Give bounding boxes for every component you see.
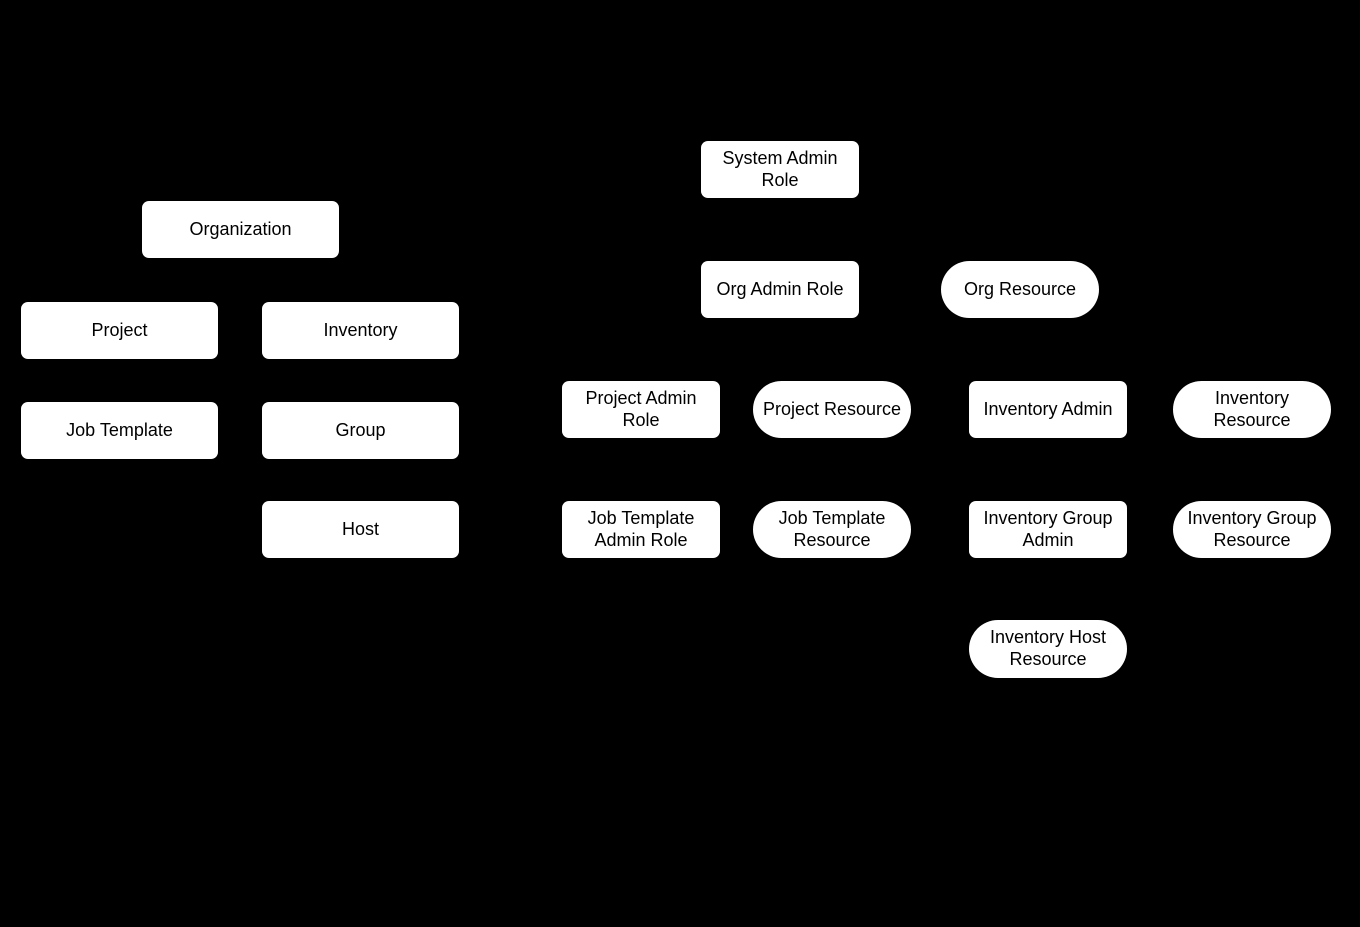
node-project	[21, 302, 218, 359]
node-inventory-label: Inventory	[323, 319, 398, 340]
node-org-admin-role-label: Org Admin Role	[716, 278, 844, 299]
node-org-resource-label: Org Resource	[963, 278, 1077, 299]
node-system-admin-role	[701, 141, 859, 198]
node-system-admin-role-label: System Admin Role	[722, 147, 838, 190]
node-organization	[142, 201, 339, 258]
node-job-template-resource	[753, 501, 911, 558]
node-project-label: Project	[91, 319, 148, 340]
node-job-template	[21, 402, 218, 459]
node-organization-label: Organization	[189, 218, 292, 239]
node-inventory-group-admin	[969, 501, 1127, 558]
node-project-resource	[753, 381, 911, 438]
node-job-template-admin-role-label: Job Template Admin Role	[587, 507, 695, 550]
node-inventory-host-resource-label: Inventory Host Resource	[989, 627, 1107, 669]
node-project-admin-role-label: Project Admin Role	[585, 387, 697, 430]
node-inventory-admin-label: Inventory Admin	[983, 398, 1113, 419]
node-job-template-admin-role	[562, 501, 720, 558]
node-org-admin-role	[701, 261, 859, 318]
node-job-template-label: Job Template	[66, 419, 173, 440]
node-inventory-resource-label: Inventory Resource	[1213, 387, 1291, 430]
node-project-admin-role	[562, 381, 720, 438]
node-inventory-resource	[1173, 381, 1331, 438]
node-org-resource	[941, 261, 1099, 318]
node-host	[262, 501, 459, 558]
node-job-template-resource-label: Job Template Resource	[778, 507, 886, 550]
node-project-resource-label: Project Resource	[762, 398, 902, 419]
node-inventory-admin	[969, 381, 1127, 438]
node-inventory-group-admin-label: Inventory Group Admin	[983, 507, 1113, 550]
node-inventory	[262, 302, 459, 359]
node-host-label: Host	[341, 518, 379, 539]
node-inventory-host-resource	[969, 620, 1127, 678]
node-group	[262, 402, 459, 459]
node-inventory-group-resource-label: Inventory Group Resource	[1187, 507, 1317, 550]
node-group-label: Group	[335, 419, 386, 440]
node-inventory-group-resource	[1173, 501, 1331, 558]
